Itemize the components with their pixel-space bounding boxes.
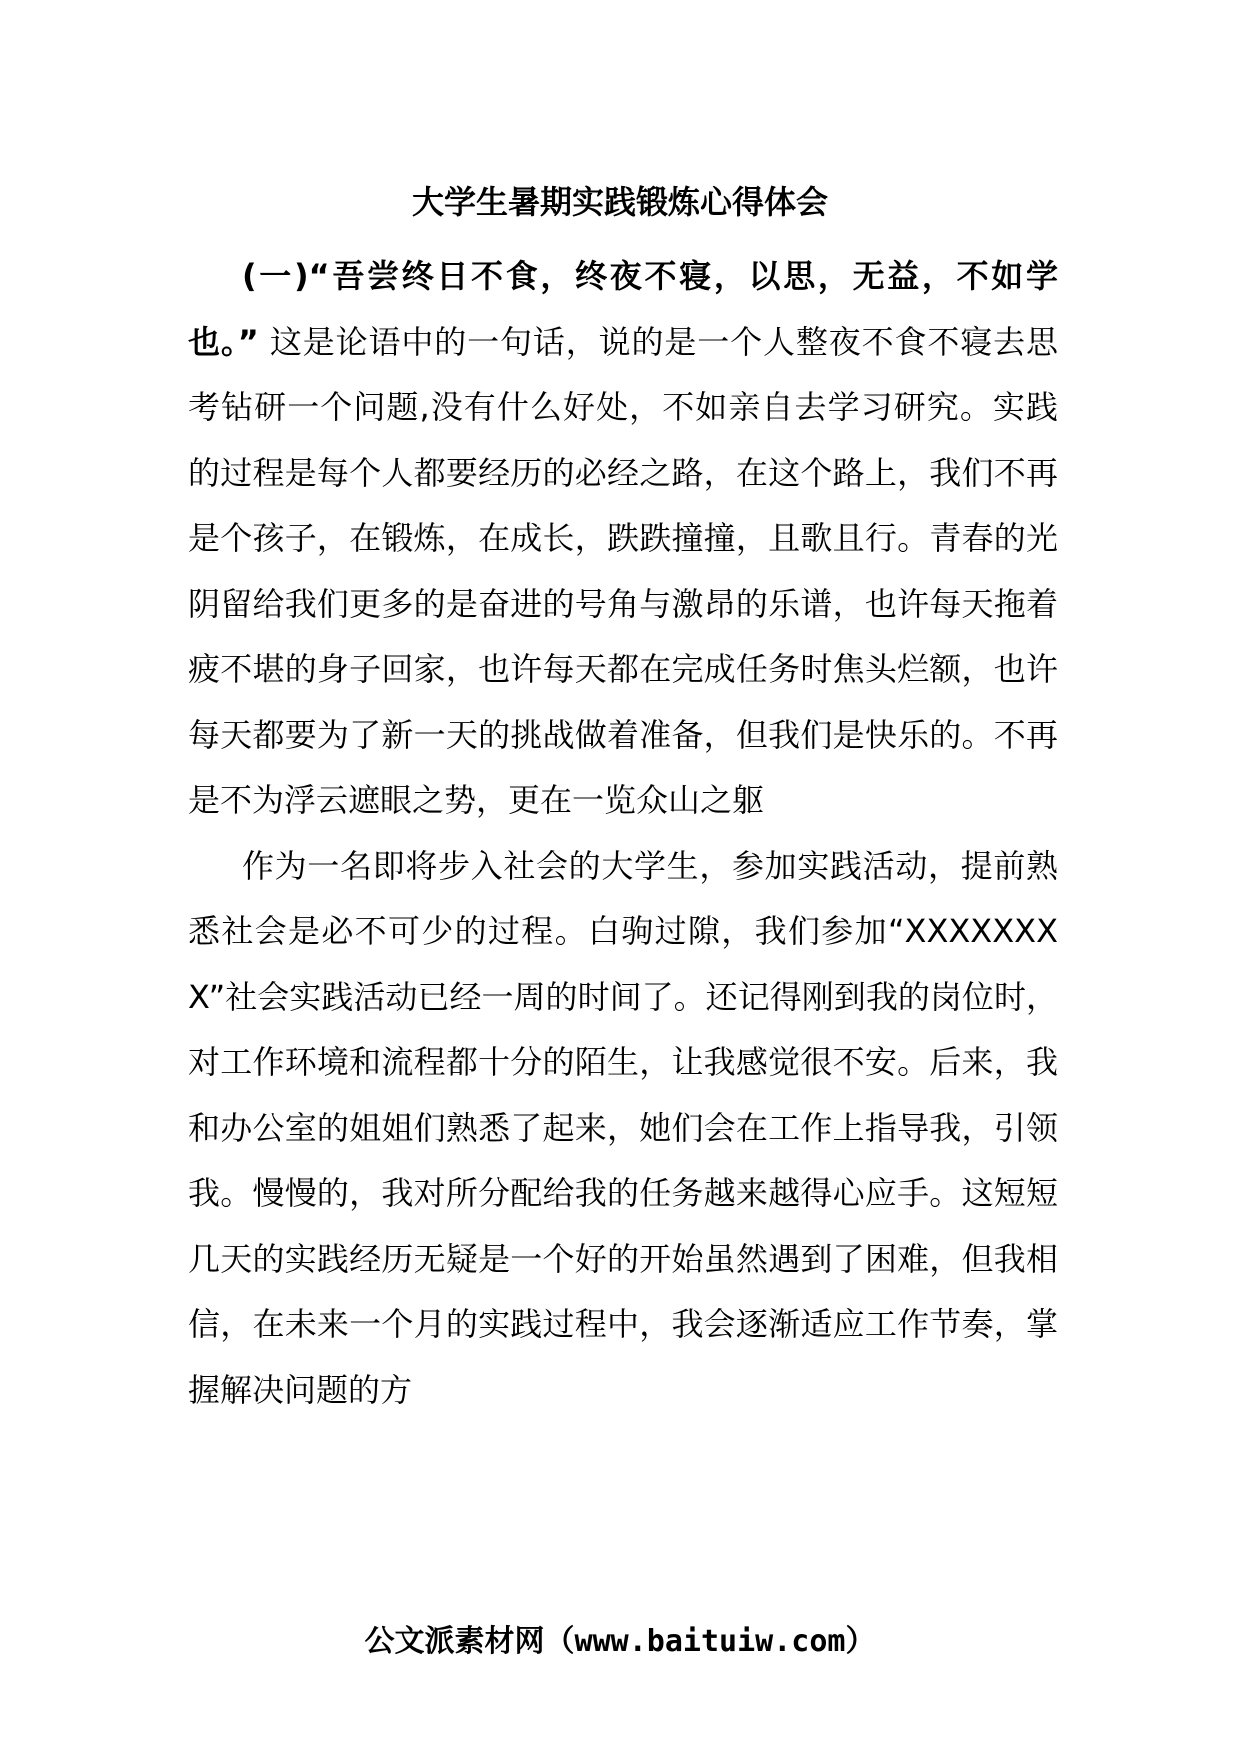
footer-site-url: （www.baituiw.com） <box>544 1624 876 1659</box>
paragraph-2 <box>188 834 1058 1424</box>
paragraph-1 <box>188 244 1058 834</box>
paragraph-1-text: 这是论语中的一句话，说的是一个人整夜不食不寝去思考钻研一个问题,没有什么好处，不如亲自去学习研究。实践的过程是每个人都要经历的必经之路，在这个路上，我们不再是个孩子，在锻炼，在成长，跌跌撞撞，且歌且行。青春的光阴留给我们更多的是奋进的号角与激昂的乐谱，也许每天拖着疲不堪的身子回家，也许每天都在完成任务时焦头烂额，也许每天都要为了新一天的挑战做着准备，但我们是快乐的。不再是不为浮云遮眼之势，更在一览众山之躯 <box>188 322 1058 819</box>
document-body <box>188 244 1058 1423</box>
paragraph-1-lead-quote: (一)“吾尝终日不食，终夜不寝，以思，无益，不如学也。” <box>188 257 1058 361</box>
document-title: 大学生暑期实践锻炼心得体会 <box>411 183 828 221</box>
paragraph-2-text: 作为一名即将步入社会的大学生，参加实践活动，提前熟悉社会是必不可少的过程。白驹过隙，我们参加“XXXXXXXX”社会实践活动已经一周的时间了。还记得刚到我的岗位时，对工作环境和流程都十分的陌生，让我感觉很不安。后来，我和办公室的姐姐们熟悉了起来，她们会在工作上指导我，引领我。慢慢的，我对所分配给我的任务越来越得心应手。这短短几天的实践经历无疑是一个好的开始虽然遇到了困难，但我相信，在未来一个月的实践过程中，我会逐渐适应工作节奏，掌握解决问题的方 <box>188 846 1058 1409</box>
footer-watermark <box>0 1620 1240 1664</box>
footer-site-name: 公文派素材网 <box>364 1624 545 1659</box>
